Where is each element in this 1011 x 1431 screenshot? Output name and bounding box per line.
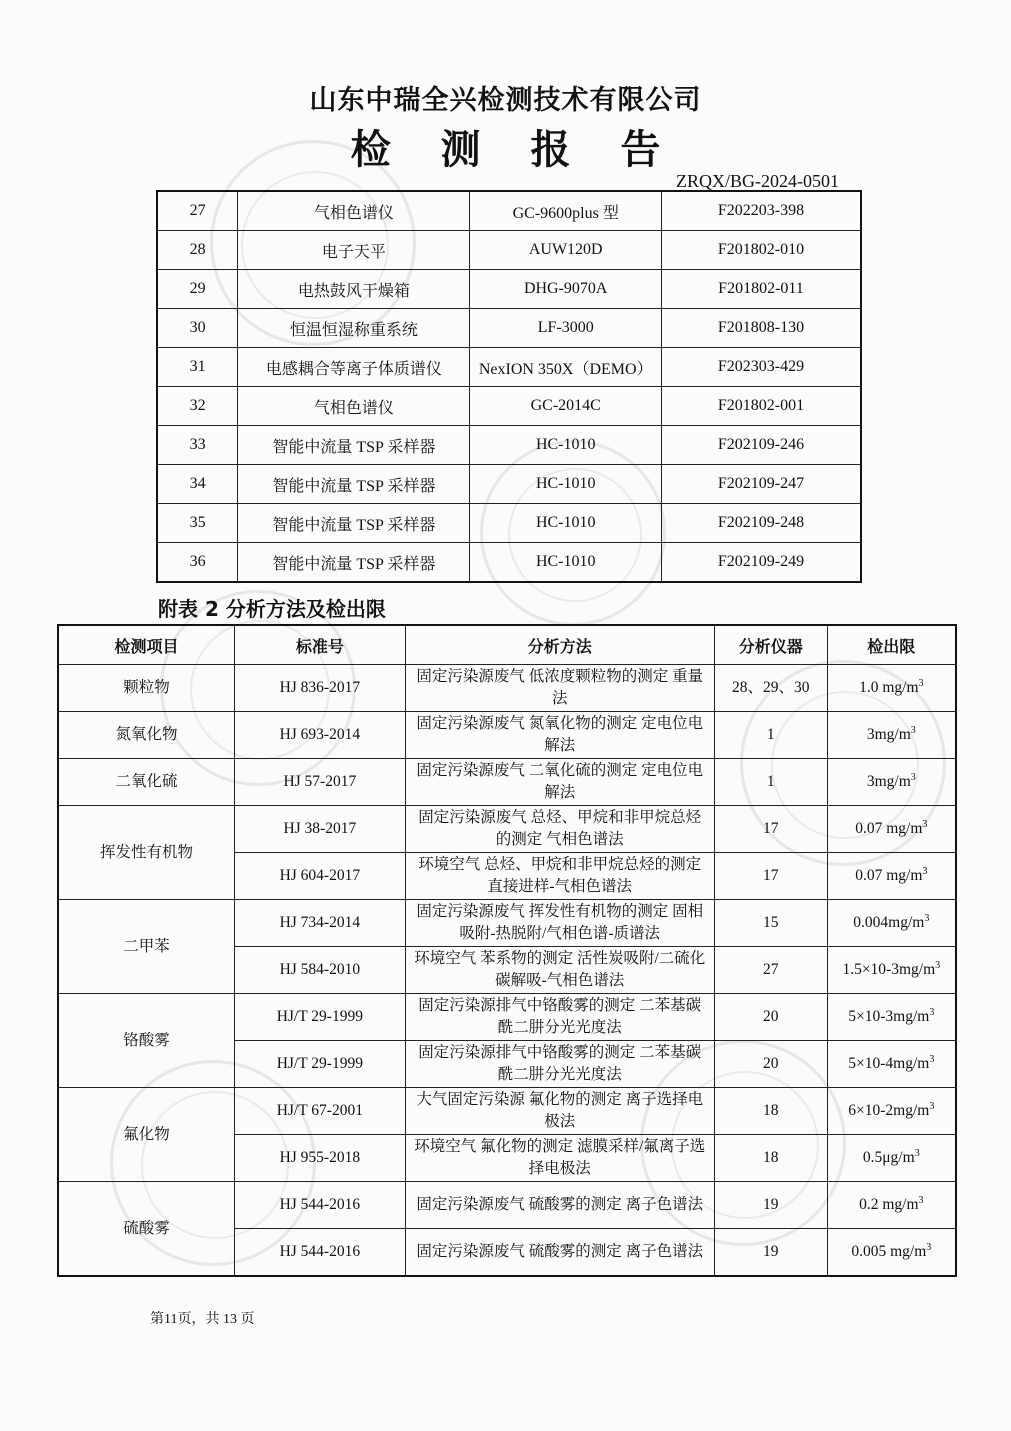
equipment-row — [157, 465, 861, 504]
report-title: 检 测 报 告 — [350, 127, 679, 173]
method-cell: 环境空气 总烃、甲烷和非甲烷总烃的测定 直接进样-气相色谱法 — [405, 853, 714, 900]
annex-title: 附表 2 分析方法及检出限 — [158, 597, 386, 621]
standard-cell: HJ/T 67-2001 — [235, 1088, 406, 1135]
equipment-id-cell: F201802-010 — [662, 231, 862, 270]
test-item-cell: 颗粒物 — [58, 665, 235, 712]
header-cell: 分析仪器 — [714, 625, 827, 665]
limit-unit-superscript: 3 — [929, 1100, 935, 1112]
methods-table — [57, 624, 957, 1277]
instrument-cell: 20 — [714, 994, 827, 1041]
method-cell: 固定污染源废气 低浓度颗粒物的测定 重量法 — [405, 665, 714, 712]
equipment-row — [157, 504, 861, 543]
equipment-row — [157, 387, 861, 426]
limit-value: 0.2 mg/m — [859, 1196, 919, 1213]
limit-unit-superscript: 3 — [922, 865, 928, 877]
company-name: 山东中瑞全兴检测技术有限公司 — [309, 85, 702, 116]
detection-limit-cell — [827, 1088, 956, 1135]
equipment-no-cell: 31 — [157, 348, 238, 387]
standard-cell: HJ 38-2017 — [235, 806, 406, 853]
equipment-name-cell: 电感耦合等离子体质谱仪 — [238, 348, 470, 387]
equipment-row — [157, 348, 861, 387]
standard-cell: HJ 544-2016 — [235, 1229, 406, 1277]
test-item-cell: 二甲苯 — [58, 900, 235, 994]
limit-unit-superscript: 3 — [918, 1194, 924, 1206]
equipment-model-cell: GC-2014C — [470, 387, 662, 426]
page-footer: 第11页，共 13 页 — [150, 1312, 255, 1327]
header-cell: 分析方法 — [405, 625, 714, 665]
limit-value: 0.005 mg/m — [851, 1243, 927, 1260]
equipment-row — [157, 543, 861, 583]
detection-limit-cell — [827, 1182, 956, 1229]
equipment-model-cell: LF-3000 — [470, 309, 662, 348]
header-cell: 检出限 — [827, 625, 956, 665]
limit-unit-superscript: 3 — [929, 1053, 935, 1065]
detection-limit-cell — [827, 1041, 956, 1088]
equipment-name-cell: 恒温恒湿称重系统 — [238, 309, 470, 348]
equipment-model-cell: NexION 350X（DEMO） — [470, 348, 662, 387]
limit-unit-superscript: 3 — [918, 677, 924, 689]
standard-cell: HJ 693-2014 — [235, 712, 406, 759]
instrument-cell: 20 — [714, 1041, 827, 1088]
equipment-name-cell: 智能中流量 TSP 采样器 — [238, 426, 470, 465]
equipment-id-cell: F202303-429 — [662, 348, 862, 387]
test-item-cell: 硫酸雾 — [58, 1182, 235, 1277]
equipment-id-cell: F202109-247 — [662, 465, 862, 504]
limit-value: 1.0 mg/m — [859, 679, 919, 696]
limit-value: 1.5×10-3mg/m — [842, 961, 936, 978]
equipment-row — [157, 191, 861, 231]
limit-unit-superscript: 3 — [929, 1006, 935, 1018]
equipment-model-cell: AUW120D — [470, 231, 662, 270]
equipment-model-cell: GC-9600plus 型 — [470, 191, 662, 231]
equipment-name-cell: 智能中流量 TSP 采样器 — [238, 543, 470, 583]
limit-value: 3mg/m — [866, 773, 911, 790]
method-row — [58, 665, 956, 712]
instrument-cell: 17 — [714, 806, 827, 853]
equipment-no-cell: 29 — [157, 270, 238, 309]
detection-limit-cell — [827, 947, 956, 994]
equipment-model-cell: HC-1010 — [470, 543, 662, 583]
instrument-cell: 27 — [714, 947, 827, 994]
methods-header-row — [58, 625, 956, 665]
limit-unit-superscript: 3 — [935, 959, 941, 971]
instrument-cell: 17 — [714, 853, 827, 900]
method-cell: 固定污染源废气 二氧化硫的测定 定电位电解法 — [405, 759, 714, 806]
method-cell: 固定污染源废气 氮氧化物的测定 定电位电解法 — [405, 712, 714, 759]
equipment-row — [157, 270, 861, 309]
equipment-name-cell: 智能中流量 TSP 采样器 — [238, 504, 470, 543]
equipment-name-cell: 气相色谱仪 — [238, 387, 470, 426]
limit-value: 5×10-3mg/m — [848, 1008, 930, 1025]
test-item-cell: 氟化物 — [58, 1088, 235, 1182]
instrument-cell: 1 — [714, 759, 827, 806]
test-item-cell: 氮氧化物 — [58, 712, 235, 759]
detection-limit-cell — [827, 1229, 956, 1277]
equipment-id-cell: F202109-248 — [662, 504, 862, 543]
equipment-model-cell: DHG-9070A — [470, 270, 662, 309]
method-row — [58, 759, 956, 806]
standard-cell: HJ 836-2017 — [235, 665, 406, 712]
limit-unit-superscript: 3 — [922, 818, 928, 830]
method-cell: 环境空气 氟化物的测定 滤膜采样/氟离子选择电极法 — [405, 1135, 714, 1182]
limit-value: 0.07 mg/m — [855, 867, 923, 884]
instrument-cell: 18 — [714, 1135, 827, 1182]
detection-limit-cell — [827, 712, 956, 759]
equipment-name-cell: 气相色谱仪 — [238, 191, 470, 231]
test-item-cell: 挥发性有机物 — [58, 806, 235, 900]
equipment-row — [157, 426, 861, 465]
instrument-cell: 18 — [714, 1088, 827, 1135]
method-row — [58, 994, 956, 1041]
limit-value: 0.07 mg/m — [855, 820, 923, 837]
method-cell: 固定污染源排气中铬酸雾的测定 二苯基碳酰二肼分光光度法 — [405, 1041, 714, 1088]
equipment-name-cell: 电子天平 — [238, 231, 470, 270]
equipment-no-cell: 34 — [157, 465, 238, 504]
standard-cell: HJ 57-2017 — [235, 759, 406, 806]
limit-value: 0.5μg/m — [862, 1149, 915, 1166]
standard-cell: HJ 955-2018 — [235, 1135, 406, 1182]
method-row — [58, 900, 956, 947]
detection-limit-cell — [827, 759, 956, 806]
limit-unit-superscript: 3 — [910, 771, 916, 783]
limit-unit-superscript: 3 — [910, 724, 916, 736]
method-cell: 大气固定污染源 氟化物的测定 离子选择电极法 — [405, 1088, 714, 1135]
instrument-cell: 1 — [714, 712, 827, 759]
method-row — [58, 1182, 956, 1229]
equipment-id-cell: F201802-011 — [662, 270, 862, 309]
equipment-name-cell: 智能中流量 TSP 采样器 — [238, 465, 470, 504]
standard-cell: HJ 544-2016 — [235, 1182, 406, 1229]
standard-cell: HJ/T 29-1999 — [235, 1041, 406, 1088]
equipment-id-cell: F202109-246 — [662, 426, 862, 465]
equipment-no-cell: 30 — [157, 309, 238, 348]
equipment-id-cell: F201808-130 — [662, 309, 862, 348]
method-cell: 环境空气 苯系物的测定 活性炭吸附/二硫化碳解吸-气相色谱法 — [405, 947, 714, 994]
detection-limit-cell — [827, 806, 956, 853]
header-cell: 检测项目 — [58, 625, 235, 665]
equipment-model-cell: HC-1010 — [470, 504, 662, 543]
report-number: ZRQX/BG-2024-0501 — [676, 171, 839, 191]
limit-value: 6×10-2mg/m — [848, 1102, 930, 1119]
equipment-model-cell: HC-1010 — [470, 426, 662, 465]
method-cell: 固定污染源废气 硫酸雾的测定 离子色谱法 — [405, 1229, 714, 1277]
equipment-no-cell: 33 — [157, 426, 238, 465]
instrument-cell: 19 — [714, 1229, 827, 1277]
method-cell: 固定污染源废气 总烃、甲烷和非甲烷总烃的测定 气相色谱法 — [405, 806, 714, 853]
standard-cell: HJ 734-2014 — [235, 900, 406, 947]
limit-unit-superscript: 3 — [914, 1147, 920, 1159]
detection-limit-cell — [827, 994, 956, 1041]
equipment-id-cell: F202109-249 — [662, 543, 862, 583]
detection-limit-cell — [827, 853, 956, 900]
equipment-no-cell: 27 — [157, 191, 238, 231]
detection-limit-cell — [827, 1135, 956, 1182]
equipment-row — [157, 309, 861, 348]
equipment-no-cell: 32 — [157, 387, 238, 426]
equipment-id-cell: F202203-398 — [662, 191, 862, 231]
instrument-cell: 15 — [714, 900, 827, 947]
equipment-id-cell: F201802-001 — [662, 387, 862, 426]
header-cell: 标准号 — [235, 625, 406, 665]
standard-cell: HJ/T 29-1999 — [235, 994, 406, 1041]
instrument-cell: 28、29、30 — [714, 665, 827, 712]
limit-value: 0.004mg/m — [853, 914, 925, 931]
test-item-cell: 二氧化硫 — [58, 759, 235, 806]
instrument-cell: 19 — [714, 1182, 827, 1229]
limit-value: 3mg/m — [866, 726, 911, 743]
method-row — [58, 712, 956, 759]
method-cell: 固定污染源废气 挥发性有机物的测定 固相吸附-热脱附/气相色谱-质谱法 — [405, 900, 714, 947]
equipment-name-cell: 电热鼓风干燥箱 — [238, 270, 470, 309]
limit-unit-superscript: 3 — [924, 912, 930, 924]
method-cell: 固定污染源废气 硫酸雾的测定 离子色谱法 — [405, 1182, 714, 1229]
standard-cell: HJ 584-2010 — [235, 947, 406, 994]
method-cell: 固定污染源排气中铬酸雾的测定 二苯基碳酰二肼分光光度法 — [405, 994, 714, 1041]
equipment-no-cell: 35 — [157, 504, 238, 543]
standard-cell: HJ 604-2017 — [235, 853, 406, 900]
equipment-no-cell: 28 — [157, 231, 238, 270]
equipment-no-cell: 36 — [157, 543, 238, 583]
equipment-table — [156, 190, 862, 583]
test-item-cell: 铬酸雾 — [58, 994, 235, 1088]
method-row — [58, 1088, 956, 1135]
detection-limit-cell — [827, 665, 956, 712]
equipment-row — [157, 231, 861, 270]
method-row — [58, 806, 956, 853]
limit-value: 5×10-4mg/m — [848, 1055, 930, 1072]
detection-limit-cell — [827, 900, 956, 947]
limit-unit-superscript: 3 — [926, 1241, 932, 1253]
equipment-model-cell: HC-1010 — [470, 465, 662, 504]
